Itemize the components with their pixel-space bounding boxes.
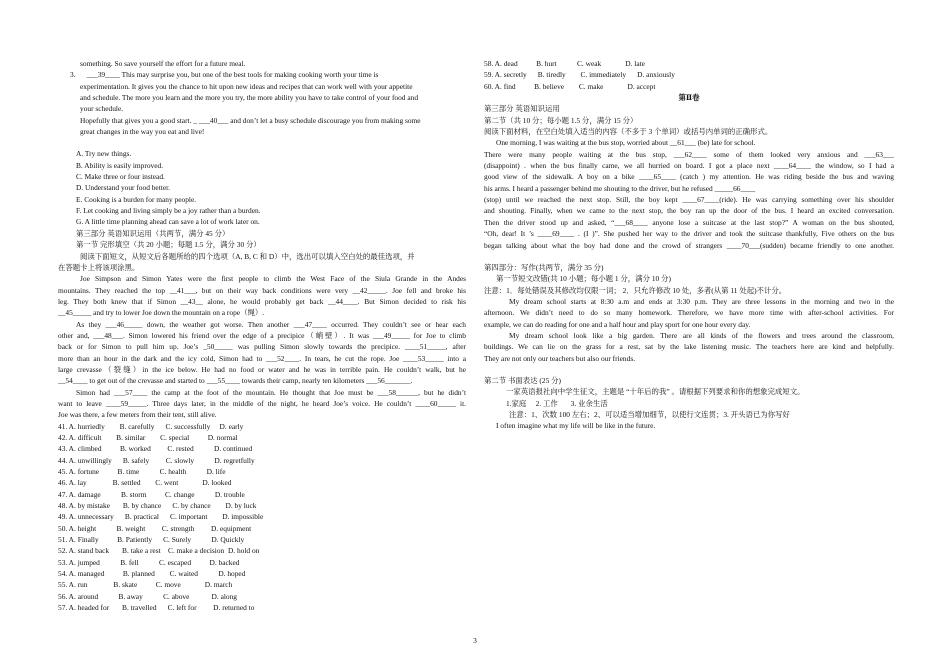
answer-row: 57. A. headed for B. travelled C. left for D. returned to <box>58 603 255 613</box>
page-number: 3 <box>473 636 477 645</box>
option-item: C. Make three or four instead. <box>76 172 165 182</box>
answer-row: 46. A. lay B. settled C. went D. looked <box>58 478 232 488</box>
answer-row: 59. A. secretly B. tiredly C. immediately D. anxiously <box>484 70 675 80</box>
right-column <box>484 58 894 432</box>
passage-line: __54____ to get out of the crevasse and started to ___55____ towards their camp, nearly ten kilometers ___56_______. <box>58 376 413 386</box>
left-column <box>58 58 466 614</box>
passage-line: As they ___46_____ down, the weather got worse. Then another ___47____ occurred. They couldn’t see or hear each <box>76 319 466 329</box>
answer-row: 49. A. unnecessary B. practical C. important D. impossible <box>58 512 264 522</box>
passage-line: good view of the sidewalk. A boy on a bike ____65____ (catch ) my attention. He was riding beside the bus and waving <box>484 172 894 182</box>
passage-line: There were many people waiting at the bus stop, ___62____ some of them looked very anxious and ___63___ <box>484 149 894 159</box>
grammar-passage <box>484 137 894 250</box>
answer-row: 42. A. difficult B. similar C. special D. normal <box>58 433 238 442</box>
section-heading: 第二节（共 10 分；每小题 1.5 分，满分 15 分） <box>484 115 638 125</box>
passage-line: your schedule. <box>80 104 124 114</box>
passage-line: buildings. We can lie on the grass for a rest, sat by the lake listening music. The teachers here are kind and helpfully. <box>484 342 894 352</box>
instruction-text: 注意：1．每处错误及其修改均仅限一词； 2．只允许修改 10 处，多者(从第 11 处起)不计分。 <box>484 285 787 295</box>
answer-row: 45. A. fortune B. time C. health D. life <box>58 467 226 477</box>
option-list <box>58 148 466 227</box>
answer-row: 47. A. damage B. storm C. change D. trouble <box>58 489 245 499</box>
answer-row: 52. A. stand back B. take a rest C. make a decision D. hold on <box>58 546 260 556</box>
answer-row: 51. A. Finally B. Patiently C. Surely D. Quickly <box>58 535 245 545</box>
instruction-text: 阅读下面材料，在空白处填入适当的内容（不多于 3 个单词）或括号内单词的正确形式。 <box>484 127 773 137</box>
passage-text: something. So save yourself the effort for a future meal. <box>80 59 246 68</box>
passage-line: My dream school starts at 8:30 a.m and ends at 3:30 p.m. They are three lessons in the morning and two in the <box>509 296 894 306</box>
passage-line: other and, ___48___. Simon lowered his friend over the edge of a precipice（峭壁）. It was ___49_____ for Joe to climb <box>58 330 466 340</box>
answer-row: 58. A. dead B. hurt C. weak D. late <box>484 59 645 68</box>
passage-line: more than an hour in the dark and the icy cold, Simon had to ___52____. In tears, he cut the rope. Joe ____53_____ into a <box>58 353 466 363</box>
section-heading: 第四部分：写作(共两节，满分 35 分) <box>484 262 604 272</box>
answer-row: 43. A. climbed B. worked C. rested D. continued <box>58 444 253 454</box>
passage-line: experimentation. It gives you the chance to hit upon new ideas and recipes that can work well with your appetite <box>80 81 413 91</box>
error-correction-passage <box>484 296 894 364</box>
passage-line: mountains. They reached the top __41___, but on their way back conditions were very __42_____. Joe fell and broke his <box>58 285 466 295</box>
instruction-text: 注意：1、次数 100 左右；2、可以适当增加细节，以使行文连贯；3. 开头语已为你写好 <box>509 409 790 419</box>
writing-points: 1.家庭 2. 工作 3. 业余生活 <box>506 398 608 408</box>
passage-line: (stop) until we reached the next stop. Still, the boy kept ____67____(ride). He was carrying something over his shoulder <box>484 195 894 205</box>
option-item: G. A little time planning ahead can save a lot of work later on. <box>76 217 260 227</box>
option-item: A. Try new things. <box>76 149 132 159</box>
passage-line: Joe was there, a few meters from their tent, still alive. <box>58 410 217 420</box>
passage-line: One morning, I was waiting at the bus stop, worried about __61___ (be) late for school. <box>496 138 756 148</box>
passage-line: large crevasse（裂缝）in the ice below. He had no food or water and he was in terrible pain. He couldn’t walk, but he <box>58 364 466 374</box>
passage-line: leg. They both knew that if Simon __43__ alone, he would probably get back __44____. But Simon decided to risk his <box>58 296 466 306</box>
section-heading: 第二节 书面表达 (25 分) <box>484 375 561 385</box>
answer-row: 53. A. jumped B. fell C. escaped D. backed <box>58 557 240 567</box>
passage-line: Hopefully that gives you a good start. _ ___40___ and don’t let a busy schedule discourage you from making some <box>80 115 421 125</box>
answer-row: 44. A. unwillingly B. safely C. slowly D. regretfully <box>58 455 255 465</box>
passage-line: 3. ___39____ This may surprise you, but one of the best tools for making cooking worth your time is <box>70 70 379 80</box>
answer-row: 48. A. by mistake B. by chance C. by chance D. by luck <box>58 501 257 511</box>
option-item: D. Understand your food better. <box>76 183 171 193</box>
passage-line: and schedule. The more you learn and the more you try, the more ability you have to take control of your food and <box>80 93 419 103</box>
passage-line: and shouting. Finally, when we came to the next stop, the boy ran up the door of the bus. I heard an excited conversation. <box>484 206 894 216</box>
passage-line: Joe Simpson and Simon Yates were the first people to climb the West Face of the Siula Grande in the Andes <box>80 274 466 284</box>
section-heading: 第一节 完形填空（共 20 小题；每题 1.5 分，满分 30 分） <box>76 240 261 250</box>
passage-line: __45_____ and try to lower Joe down the mountain on a rope（绳）. <box>58 308 265 318</box>
passage-section-3 <box>58 69 466 137</box>
passage-line: his arms. I heard a passenger behind me shouting to the driver, but he refused _____66____ <box>484 183 756 193</box>
writing-start-sentence: I often imagine what my life will be like in the future. <box>496 421 656 431</box>
section-heading: 第一节短文改错(共 10 小题；每小题 1 分，满分 10 分) <box>496 274 671 284</box>
passage-line: Simon had ___57____ the camp at the foot of the mountain. He thought that Joe must be ___58______, but he didn’t <box>76 387 466 397</box>
passage-line: “Oh, dear! It ’s ____69____ . (I )”. She pushed her way to the driver and took the suitcase thankfully, Five others on the bus <box>484 229 894 239</box>
section-heading: 第三部分 英语知识运用 <box>484 104 560 114</box>
section-heading: 第三部分 英语知识运用（共两节，满分 45 分） <box>76 228 230 238</box>
answer-row: 41. A. hurriedly B. carefully C. successfully D. early <box>58 421 244 431</box>
answer-row: 50. A. height B. weight C. strength D. equipment <box>58 523 252 533</box>
instruction-text: 阅读下面短文，从短文后各题所给的四个选项（A, B, C 和 D）中，选出可以填入空白处的最佳选项，并 <box>80 251 415 261</box>
passage-line: great changes in the way you eat and live! <box>80 127 205 137</box>
answer-row: 55. A. run B. skate C. move D. march <box>58 580 233 590</box>
answer-row: 54. A. managed B. planned C. waited D. hoped <box>58 569 246 579</box>
answer-choices <box>58 421 466 614</box>
instruction-text: 一家英语报社向中学生征文，主题是 “十年后的我” 。请根据下列要求和你的想象完成短文。 <box>506 387 805 397</box>
instruction-text: 在答题卡上将该项涂黑。 <box>58 262 140 272</box>
passage-line: They are not only our teachers but also our friends. <box>484 353 636 363</box>
option-item: E. Cooking is a burden for many people. <box>76 194 197 204</box>
passage-line: began talking about what the boy had done and the crowd of strangers ____70___(sudden) became friendly to one another. <box>484 240 894 250</box>
answer-row: 60. A. find B. believe C. make D. accept <box>484 81 656 91</box>
answer-row: 56. A. around B. away C. above D. along <box>58 591 237 601</box>
passage-line: want to leave ____59_____. Three days later, in the middle of the night, he heard Joe’s voice. He couldn’t ____60_____ it. <box>58 398 466 408</box>
passage-line: back or for Simon to pull him up. Joe’s _50_____ was pulling Simon slowly towards the precipice. ____51_____, after <box>58 342 466 352</box>
passage-line: (disappoint) . when the bus finally came, we all hurried on board. I got a place next ____64____ the window, so I had a <box>484 161 894 171</box>
passage-line: afternoon. We didn’t need to do so many homework. Therefore, we have more time with after-school activities. For <box>484 308 894 318</box>
option-item: F. Let cooking and living simply be a joy rather than a burden. <box>76 206 261 216</box>
passage-line: Then the driver stood up and asked, “___68____ anyone lose a suitcase at the last stop?” A woman on the bus shouted, <box>484 217 894 227</box>
answer-choices <box>484 58 894 92</box>
cloze-passage <box>58 273 466 420</box>
passage-line: example, we can do reading for one and a half hour and play sport for one hour every day. <box>484 319 751 329</box>
passage-line: My dream school look like a big garden. There are all kinds of the flowers and trees around the classroom, <box>509 330 894 340</box>
volume-heading: 第Ⅱ卷 <box>678 93 700 103</box>
option-item: B. Ability is easily improved. <box>76 160 164 170</box>
